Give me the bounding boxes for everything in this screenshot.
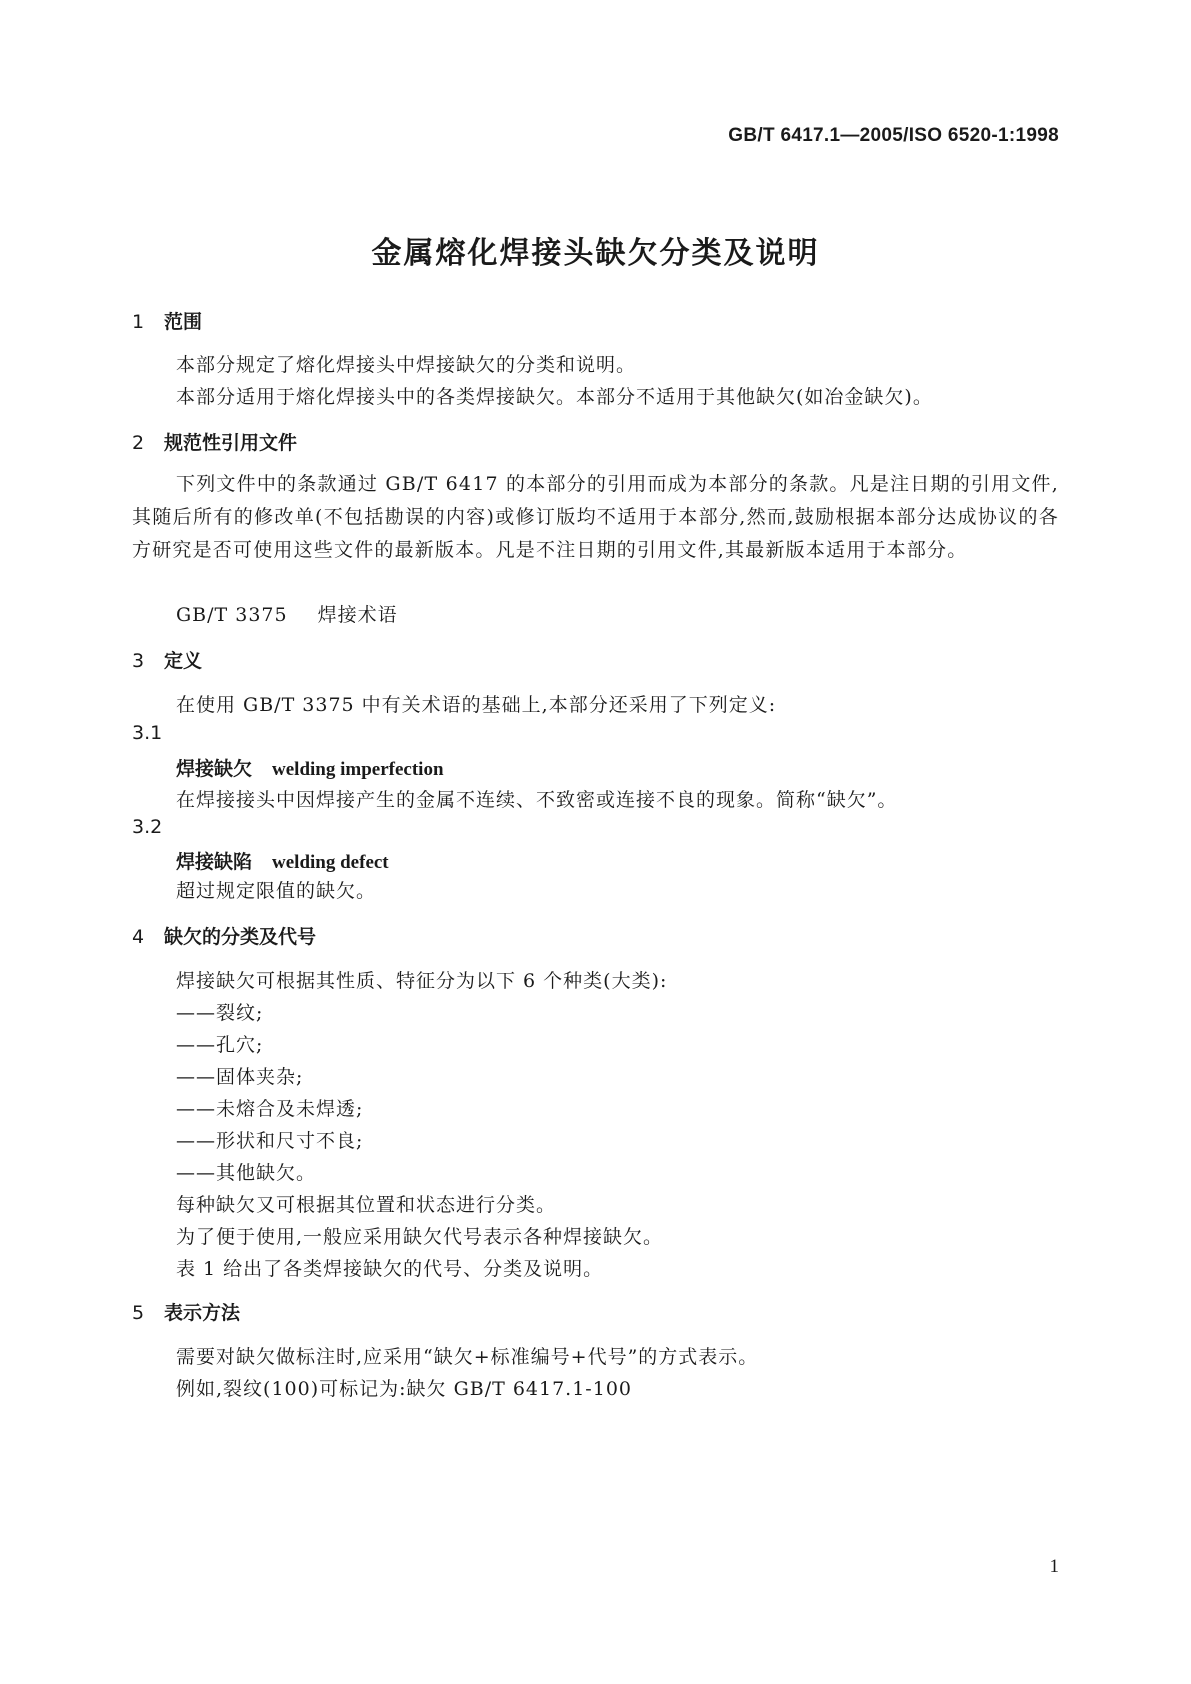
section-2-heading: [132, 428, 297, 455]
section-3-intro: 在使用 GB/T 3375 中有关术语的基础上,本部分还采用了下列定义:: [176, 694, 777, 716]
section-number: 4: [132, 926, 145, 948]
section-title: 表示方法: [164, 1302, 241, 1324]
section-1-paragraph: 本部分适用于熔化焊接头中的各类焊接缺欠。本部分不适用于其他缺欠(如冶金缺欠)。: [176, 386, 933, 408]
term-chinese: 焊接缺欠: [176, 758, 253, 780]
reference-title: 焊接术语: [317, 604, 398, 626]
section-4-paragraph: 为了便于使用,一般应采用缺欠代号表示各种焊接缺欠。: [176, 1226, 664, 1248]
document-title: 金属熔化焊接头缺欠分类及说明: [371, 236, 820, 271]
standard-number: GB/T 6417.1—2005/ISO 6520-1:1998: [728, 125, 1059, 146]
definition-term: [176, 847, 389, 874]
reference-code: GB/T 3375: [176, 604, 288, 626]
section-4-paragraph: 表 1 给出了各类焊接缺欠的代号、分类及说明。: [176, 1258, 604, 1280]
list-item: ——孔穴;: [176, 1034, 264, 1056]
section-number: 2: [132, 432, 145, 454]
list-item: ——其他缺欠。: [176, 1162, 317, 1184]
section-title: 规范性引用文件: [164, 432, 298, 454]
list-item: ——形状和尺寸不良;: [176, 1130, 364, 1152]
page-number: 1: [1049, 1556, 1059, 1577]
section-5-heading: [132, 1298, 240, 1325]
section-4-heading: [132, 922, 316, 949]
term-english: welding defect: [272, 852, 389, 873]
list-item: ——裂纹;: [176, 1002, 264, 1024]
section-title: 缺欠的分类及代号: [164, 926, 317, 948]
definition-number: 3.1: [132, 722, 163, 744]
section-4-intro: 焊接缺欠可根据其性质、特征分为以下 6 个种类(大类):: [176, 970, 668, 992]
definition-number: 3.2: [132, 816, 163, 838]
definition-text: 超过规定限值的缺欠。: [176, 880, 377, 902]
definition-text: 在焊接接头中因焊接产生的金属不连续、不致密或连接不良的现象。简称“缺欠”。: [176, 789, 898, 811]
section-5-paragraph: 例如,裂纹(100)可标记为:缺欠 GB/T 6417.1-100: [176, 1378, 632, 1400]
definition-term: [176, 754, 444, 781]
section-1-heading: [132, 307, 202, 334]
section-number: 1: [132, 311, 145, 333]
list-item: ——未熔合及未焊透;: [176, 1098, 364, 1120]
term-english: welding imperfection: [272, 759, 444, 780]
section-5-paragraph: 需要对缺欠做标注时,应采用“缺欠+标准编号+代号”的方式表示。: [176, 1346, 759, 1368]
section-number: 5: [132, 1302, 145, 1324]
section-1-paragraph: 本部分规定了熔化焊接头中焊接缺欠的分类和说明。: [176, 354, 637, 376]
section-2-body: 下列文件中的条款通过 GB/T 6417 的本部分的引用而成为本部分的条款。凡是注日期的引用文件,其随后所有的修改单(不包括勘误的内容)或修订版均不适用于本部分,然而,鼓励根据本部分达成协议的各方研究是否可使用这些文件的最新版本。凡是不注日期的引用文件,其最新版本适用于本部分。: [132, 473, 1059, 561]
section-number: 3: [132, 650, 145, 672]
section-4-paragraph: 每种缺欠又可根据其位置和状态进行分类。: [176, 1194, 557, 1216]
term-chinese: 焊接缺陷: [176, 851, 253, 873]
section-3-heading: [132, 646, 202, 673]
list-item: ——固体夹杂;: [176, 1066, 304, 1088]
section-title: 定义: [164, 650, 203, 672]
section-title: 范围: [164, 311, 203, 333]
normative-reference: [176, 600, 1059, 627]
